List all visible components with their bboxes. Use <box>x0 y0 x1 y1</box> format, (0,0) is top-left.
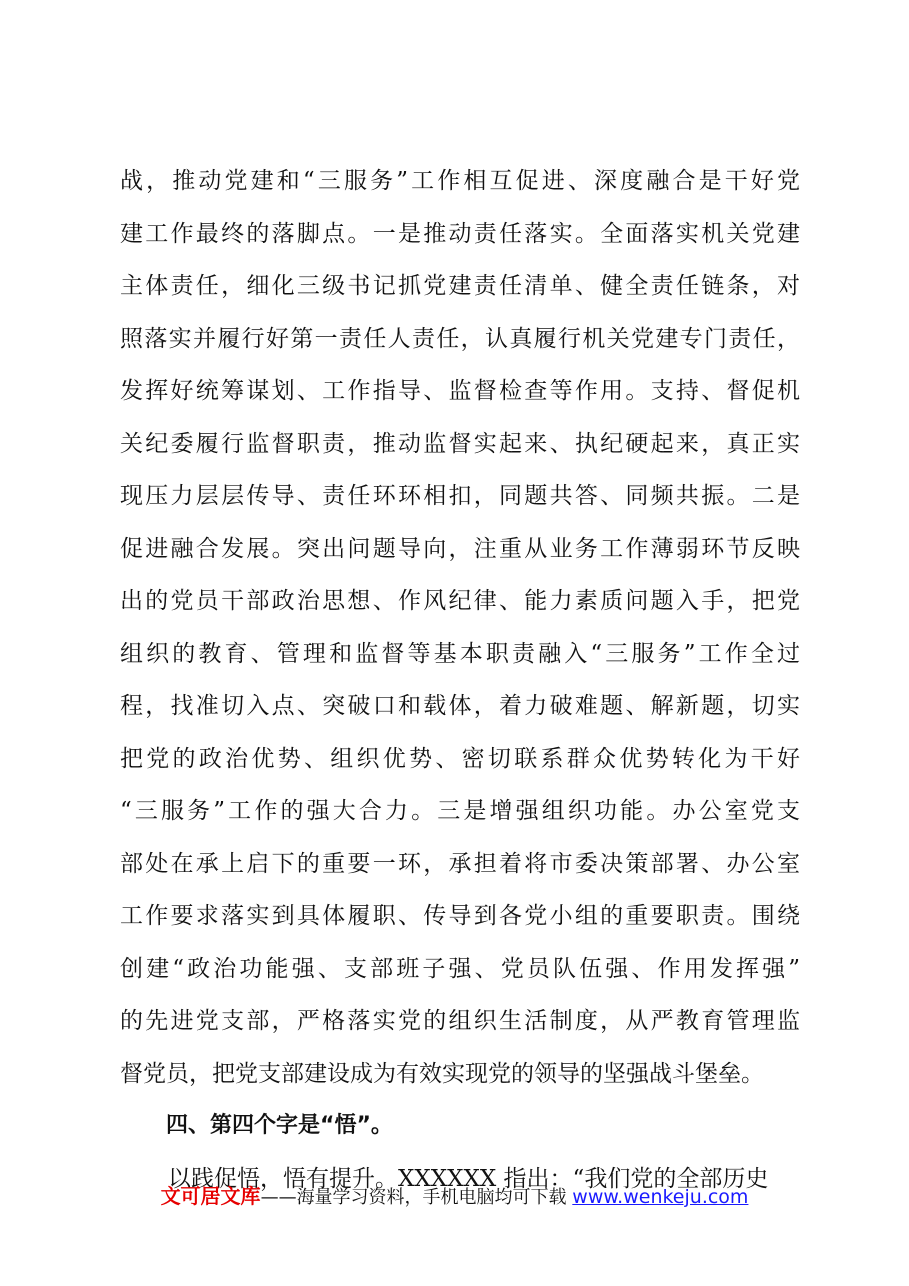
paragraph-line: 的先进党支部，严格落实党的组织生活制度，从严教育管理监 <box>120 1008 800 1034</box>
paragraph-line: 现压力层层传导、责任环环相扣，同题共答、同频共振。二是 <box>120 483 800 509</box>
paragraph-line: 部处在承上启下的重要一环，承担着将市委决策部署、办公室 <box>120 850 800 877</box>
paragraph-line: 战，推动党建和“三服务”工作相互促进、深度融合是干好党 <box>120 168 800 194</box>
paragraph-line: 主体责任，细化三级书记抓党建责任清单、健全责任链条，对 <box>120 273 800 299</box>
paragraph-line: 照落实并履行好第一责任人责任，认真履行机关党建专门责任， <box>120 325 800 352</box>
footer-banner <box>0 1180 909 1209</box>
paragraph-line: 建工作最终的落脚点。一是推动责任落实。全面落实机关党建 <box>120 220 800 247</box>
paragraph-line: 组织的教育、管理和监督等基本职责融入“三服务”工作全过 <box>120 640 800 667</box>
document-body <box>120 155 800 1205</box>
paragraph-line: 创建“政治功能强、支部班子强、党员队伍强、作用发挥强” <box>120 955 800 982</box>
paragraph-line: 把党的政治优势、组织优势、密切联系群众优势转化为干好 <box>120 745 800 772</box>
footer-brand: 文可居文库 <box>160 1184 261 1208</box>
paragraph-line: 以践促悟，悟有提升。XXXXXX 指出：“我们党的全部历史 <box>168 1165 769 1192</box>
footer-tagline: ——海量学习资料，手机电脑均可下载 <box>260 1187 567 1208</box>
paragraph-line: 程，找准切入点、突破口和载体，着力破难题、解新题，切实 <box>120 693 800 719</box>
paragraph-line: 促进融合发展。突出问题导向，注重从业务工作薄弱环节反映 <box>120 535 800 562</box>
paragraph-line: 发挥好统筹谋划、工作指导、监督检查等作用。支持、督促机 <box>120 378 800 404</box>
footer-url-link[interactable]: www.wenkeju.com <box>572 1186 749 1208</box>
paragraph-line: 出的党员干部政治思想、作风纪律、能力素质问题入手，把党 <box>120 588 800 614</box>
paragraph-line: 督党员，把党支部建设成为有效实现党的领导的坚强战斗堡垒。 <box>120 1060 764 1087</box>
paragraph-line: 关纪委履行监督职责，推动监督实起来、执纪硬起来，真正实 <box>120 430 800 457</box>
section-heading: 四、第四个字是“悟”。 <box>166 1113 393 1138</box>
paragraph-line: “三服务”工作的强大合力。三是增强组织功能。办公室党支 <box>120 798 800 824</box>
paragraph-line: 工作要求落实到具体履职、传导到各党小组的重要职责。围绕 <box>120 903 800 929</box>
